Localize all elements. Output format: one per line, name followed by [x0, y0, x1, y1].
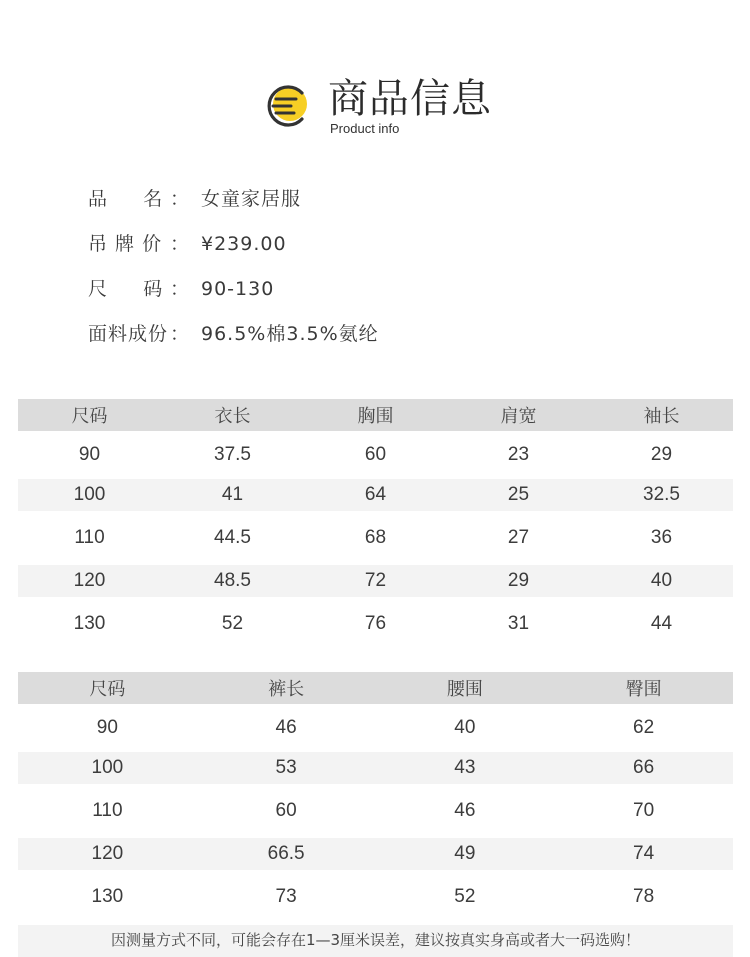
table-row — [18, 752, 733, 784]
table-row — [18, 704, 733, 752]
table-cell: 60 — [275, 800, 297, 821]
table-cell: 70 — [633, 800, 655, 821]
table-cell: 41 — [221, 484, 244, 505]
table-cell: 23 — [507, 444, 530, 465]
table-cell: 68 — [364, 527, 387, 548]
header-cell: 衣长 — [214, 406, 251, 427]
table-cell: 46 — [275, 717, 297, 738]
page-title: 商品信息 — [328, 76, 492, 122]
table-row — [18, 838, 733, 870]
table-cell: 36 — [650, 527, 673, 548]
info-colon: ： — [170, 278, 190, 300]
table-cell: 76 — [364, 613, 387, 634]
table-cell: 100 — [91, 757, 124, 778]
info-colon: ： — [170, 233, 190, 255]
table-cell: 53 — [275, 757, 297, 778]
table-cell: 90 — [78, 444, 101, 465]
table-row — [18, 511, 733, 565]
info-label: 面料成份 — [88, 323, 169, 345]
header-cell: 裤长 — [268, 679, 305, 700]
table-cell: 120 — [73, 570, 106, 591]
table-cell: 100 — [73, 484, 106, 505]
table-cell: 110 — [92, 800, 123, 821]
pants-size-table — [18, 672, 733, 924]
table-cell: 43 — [454, 757, 476, 778]
table-row — [18, 565, 733, 597]
table-cell: 29 — [650, 444, 673, 465]
table-cell: 48.5 — [214, 570, 251, 591]
header-cell: 腰围 — [446, 679, 483, 700]
table-cell: 130 — [91, 886, 124, 907]
table-cell: 52 — [221, 613, 244, 634]
table-cell: 40 — [454, 717, 476, 738]
table-cell: 32.5 — [643, 484, 680, 505]
table-cell: 66.5 — [267, 843, 305, 864]
table-cell: 90 — [96, 717, 118, 738]
table-cell: 49 — [454, 843, 476, 864]
header-cell: 尺码 — [89, 679, 126, 700]
table-cell: 78 — [633, 886, 655, 907]
table-cell: 31 — [507, 613, 530, 634]
header-cell: 胸围 — [357, 406, 394, 427]
product-info-header — [262, 76, 502, 140]
product-info-logo-icon — [262, 82, 312, 132]
info-colon: ： — [170, 188, 190, 210]
table-row — [18, 479, 733, 511]
table-cell: 44 — [650, 613, 673, 634]
header-cell: 尺码 — [71, 406, 108, 427]
table-cell: 120 — [91, 843, 124, 864]
table-row — [18, 431, 733, 479]
table-cell: 72 — [364, 570, 387, 591]
table-cell: 44.5 — [214, 527, 251, 548]
header-cell: 臀围 — [625, 679, 662, 700]
table-cell: 52 — [454, 886, 476, 907]
info-label: 吊 牌 价 — [88, 233, 163, 255]
table-cell: 130 — [73, 613, 106, 634]
info-label: 品 名 — [88, 188, 164, 210]
info-colon: ： — [170, 323, 190, 345]
table-header-row — [18, 672, 733, 704]
table-cell: 66 — [633, 757, 655, 778]
table-cell: 110 — [74, 527, 105, 548]
table-cell: 27 — [507, 527, 530, 548]
table-cell: 46 — [454, 800, 476, 821]
table-cell: 74 — [633, 843, 655, 864]
table-cell: 64 — [364, 484, 387, 505]
table-cell: 29 — [507, 570, 530, 591]
measurement-note: 因测量方式不同，可能会存在1—3厘米误差，建议按真实身高或者大一码选购！ — [18, 925, 733, 957]
info-value: 90-130 — [201, 278, 275, 300]
table-row — [18, 597, 733, 651]
table-cell: 73 — [275, 886, 297, 907]
table-cell: 60 — [364, 444, 387, 465]
info-value: ¥239.00 — [201, 233, 287, 255]
header-cell: 肩宽 — [500, 406, 537, 427]
header-cell: 袖长 — [643, 406, 680, 427]
table-row — [18, 870, 733, 924]
table-row — [18, 784, 733, 838]
table-cell: 40 — [650, 570, 673, 591]
table-cell: 37.5 — [214, 444, 251, 465]
table-cell: 62 — [633, 717, 655, 738]
info-value: 女童家居服 — [201, 188, 302, 210]
info-value: 96.5%棉3.5%氨纶 — [201, 323, 379, 345]
table-cell: 25 — [507, 484, 530, 505]
top-size-table — [18, 399, 733, 651]
info-label: 尺 码 — [88, 278, 164, 300]
table-header-row — [18, 399, 733, 431]
page-subtitle: Product info — [330, 121, 400, 136]
